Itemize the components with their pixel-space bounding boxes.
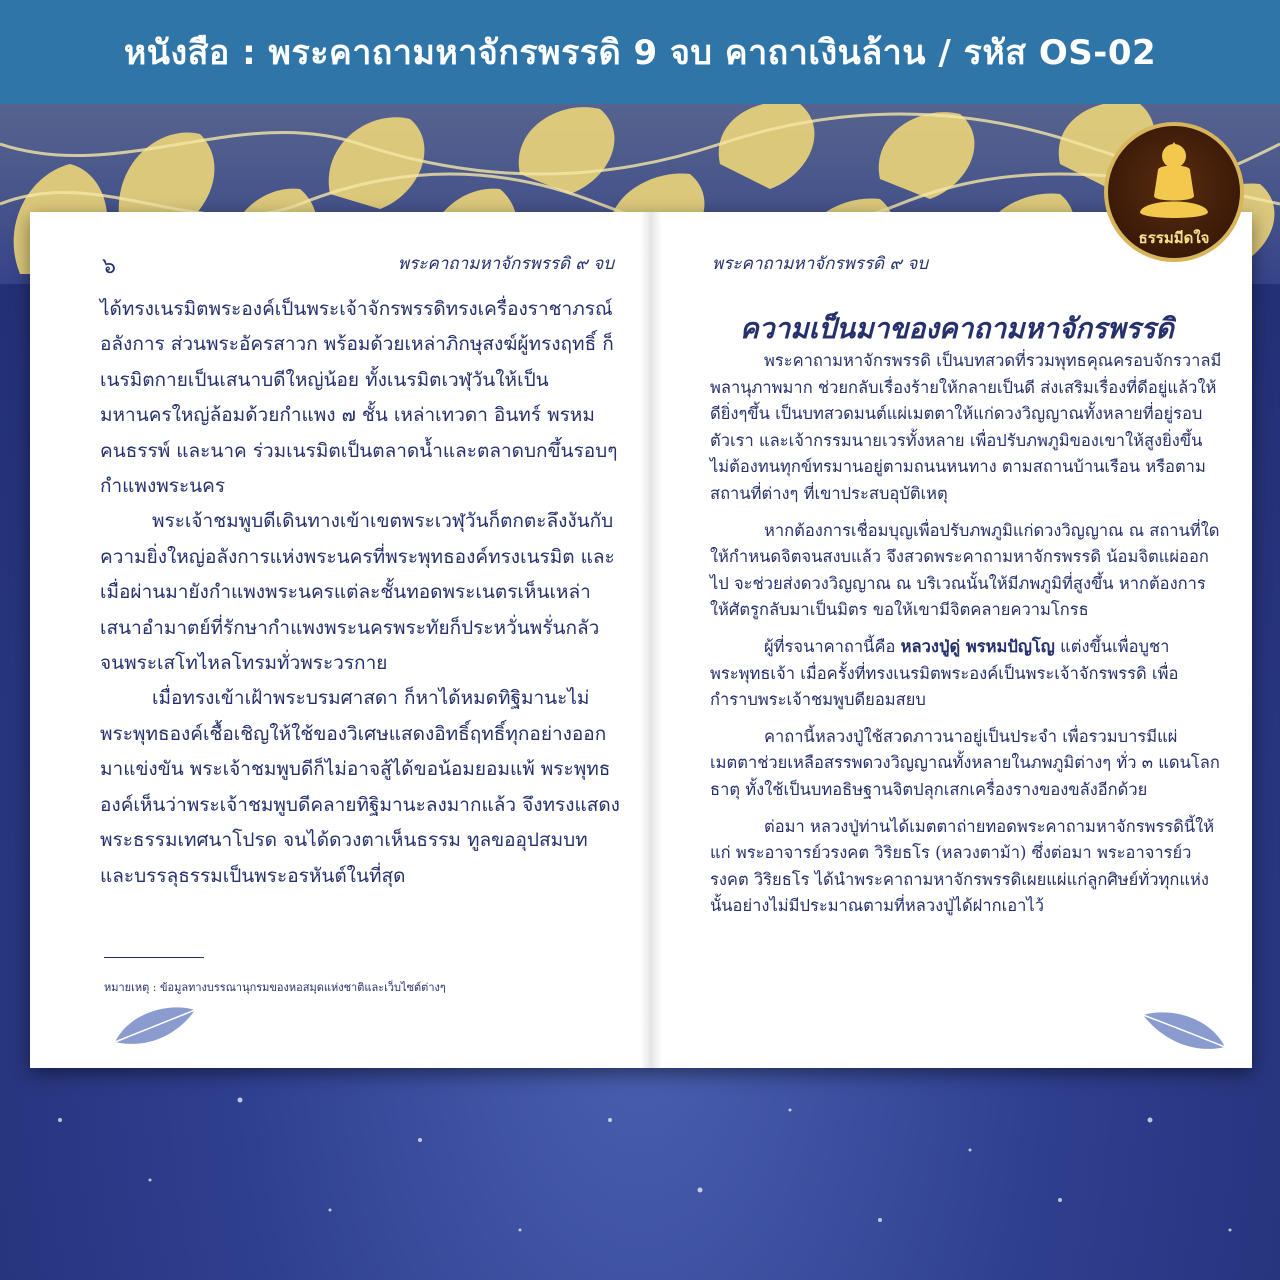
paragraph: คาถานี้หลวงปู่ใช้สวดภาวนาอยู่เป็นประจำ เพื่อรวมบารมีแผ่เมตตาช่วยเหลือสรรพดวงวิญญาณทั้งหลายในภพภูมิต่างๆ ทั่ว ๓ แดนโลกธาตุ ทั้งใช้เป็นบทอธิษฐานจิตปลุกเสกเครื่องรางของขลังอีกด้วย bbox=[710, 726, 1220, 799]
chapter-title: ความเป็นมาของคาถามหาจักรพรรดิ bbox=[740, 312, 1174, 345]
paragraph: ต่อมา หลวงปู่ท่านได้เมตตาถ่ายทอดพระคาถามหาจักรพรรดินี้ให้แก่ พระอาจารย์วรงคต วิริยธโร (หลวงตาม้า) ซึ่งต่อมา พระอาจารย์วรงคต วิริยธโร ได้นำพระคาถามหาจักรพรรดิเผยแผ่แก่ลูกศิษย์ทั่วทุกแห่งนั้นอย่างไม่มีประมาณตามที่หลวงปู่ได้ฝากเอาไว้ bbox=[710, 816, 1215, 916]
open-book bbox=[30, 212, 1252, 1068]
leaf-ornament-icon bbox=[110, 1002, 200, 1052]
paragraph-text: ผู้ที่รจนาคาถานี้คือ bbox=[764, 636, 901, 656]
logo-text: ธรรมมีดใจ bbox=[1138, 229, 1210, 247]
left-page bbox=[100, 212, 620, 1068]
paragraph: พระคาถามหาจักรพรรดิ เป็นบทสวดที่รวมพุทธคุณครอบจักรวาลมีพลานุภาพมาก ช่วยกลับเรื่องร้ายให้กลายเป็นดี ส่งเสริมเรื่องที่ดีอยู่แล้วให้ดียิ่งๆขึ้น เป็นบทสวดมนต์แผ่เมตตาให้แก่ดวงวิญญาณทั้งหลายที่อยู่รอบตัวเรา และเจ้ากรรมนายเวรทั้งหลาย เพื่อปรับภพภูมิของเขาให้สูงยิ่งขึ้น ไม่ต้องทนทุกข์ทรมานอยู่ตามถนนหนทาง ตามสถานบ้านเรือน หรือตามสถานที่ต่างๆ ที่เขาประสบอุบัติเหตุ bbox=[710, 351, 1222, 503]
author-name: หลวงปู่ดู่ พรหมปัญโญ bbox=[900, 636, 1055, 656]
banner-title: หนังสือ : พระคาถามหาจักรพรรดิ 9 จบ คาถาเงินล้าน / รหัส OS-02 bbox=[123, 33, 1157, 73]
brand-logo bbox=[1104, 122, 1244, 262]
right-page bbox=[680, 212, 1225, 1068]
paragraph-text: แต่งขึ้นเพื่อบูชาพระพุทธเจ้า เมื่อครั้งที่ทรงเนรมิตพระองค์เป็นพระเจ้าจักรพรรดิ เพื่อกำราบพระเจ้าชมพูบดียอมสยบ bbox=[710, 636, 1179, 710]
leaf-ornament-icon bbox=[1135, 1007, 1230, 1057]
paragraph bbox=[710, 634, 1222, 714]
paragraph: หากต้องการเชื่อมบุญเพื่อปรับภพภูมิแก่ดวงวิญญาณ ณ สถานที่ใด ให้กำหนดจิตจนสงบแล้ว จึงสวดพระคาถามหาจักรพรรดิ น้อมจิตแผ่ออกไป จะช่วยส่งดวงวิญญาณ ณ บริเวณนั้นให้มีภพภูมิที่สูงขึ้น หากต้องการให้ศัตรูกลับมาเป็นมิตร ขอให้เขามีจิตคลายความโกรธ bbox=[710, 520, 1220, 620]
book-gutter bbox=[640, 212, 662, 1068]
left-page-body bbox=[100, 292, 620, 894]
page-number: ๖ bbox=[102, 254, 116, 279]
title-banner bbox=[0, 0, 1280, 104]
paragraph: เมื่อทรงเข้าเฝ้าพระบรมศาสดา ก็หาได้หมดทิฐิมานะไม่ พระพุทธองค์เชื้อเชิญให้ใช้ของวิเศษแสดงอิทธิ์ฤทธิ์ทุกอย่างออกมาแข่งขัน พระเจ้าชมพูบดีก็ไม่อาจสู้ได้ขอน้อมยอมแพ้ พระพุทธองค์เห็นว่าพระเจ้าชมพูบดีคลายทิฐิมานะลงมากแล้ว จึงทรงแสดงพระธรรมเทศนาโปรด จนได้ดวงตาเห็นธรรม ทูลขออุปสมบท และบรรลุธรรมเป็นพระอรหันต์ในที่สุด bbox=[100, 687, 620, 887]
starry-background bbox=[0, 1060, 1280, 1280]
right-page-body bbox=[710, 348, 1222, 920]
footnote: หมายเหตุ : ข้อมูลทางบรรณานุกรมของหอสมุดแห่งชาติและเว็บไซต์ต่างๆ bbox=[104, 981, 446, 994]
footnote-rule bbox=[104, 957, 204, 958]
running-head-left: พระคาถามหาจักรพรรดิ ๙ จบ bbox=[397, 254, 614, 274]
running-head-right: พระคาถามหาจักรพรรดิ ๙ จบ bbox=[712, 254, 929, 274]
paragraph: พระเจ้าชมพูบดีเดินทางเข้าเขตพระเวฬุวันก็ตกตะลึงงันกับความยิ่งใหญ่อลังการแห่งพระนครที่พระพุทธองค์ทรงเนรมิต และเมื่อผ่านมายังกำแพงพระนครแต่ละชั้นทอดพระเนตรเห็นเหล่าเสนาอำมาตย์ที่รักษากำแพงพระนครพระทัยก็ประหวั่นพรั่นกลัว จนพระเสโทไหลโทรมทั่วพระวรกาย bbox=[100, 510, 615, 675]
paragraph: ได้ทรงเนรมิตพระองค์เป็นพระเจ้าจักรพรรดิทรงเครื่องราชาภรณ์อลังการ ส่วนพระอัครสาวก พร้อมด้วยเหล่าภิกษุสงฆ์ผู้ทรงฤทธิ์ ก็เนรมิตกายเป็นเสนาบดีใหญ่น้อย ทั้งเนรมิตเวฬุวันให้เป็นมหานครใหญ่ล้อมด้วยกำแพง ๗ ชั้น เหล่าเทวดา อินทร์ พรหม คนธรรพ์ และนาค ร่วมเนรมิตเป็นตลาดน้ำและตลาดบกขึ้นรอบๆ กำแพงพระนคร bbox=[100, 298, 618, 498]
